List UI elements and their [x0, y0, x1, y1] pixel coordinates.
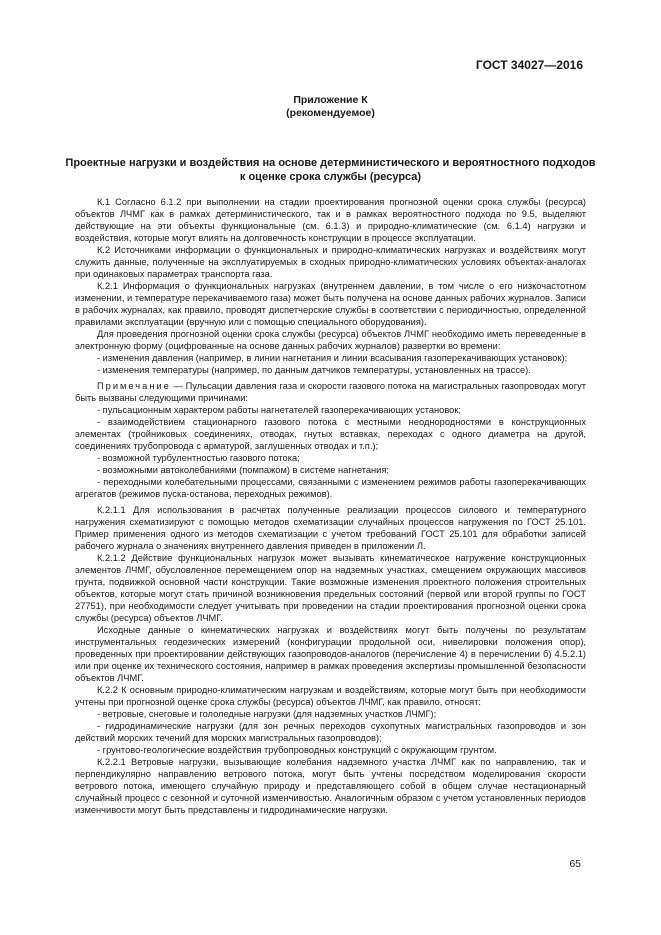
paragraph-k22: К.2.2 К основным природно-климатическим нагрузкам и воздействиям, которые могут быть при необходимости учтены при прогнозной оценке срока службы (ресурса) объектов ЛЧМГ, как правило, относят:: [75, 685, 586, 707]
note-item: - переходными колебательными процессами, связанными с изменением режимов работы газоперекачивающих агрегатов (режимов пуска-останова, переходных режимов).: [75, 477, 586, 499]
annex-heading: [0, 94, 661, 120]
document-body: [75, 196, 586, 816]
paragraph-k2: К.2 Источниками информации о функциональных и природно-климатических нагрузках и воздействиях могут служить данные, полученные на эксплуатируемых в сходных природно-климатических условиях объектах-аналогах при одинаковых параметрах транспорта газа.: [75, 245, 586, 279]
paragraph-prognosis: Для проведения прогнозной оценки срока службы (ресурса) объектов ЛЧМГ необходимо иметь переведенные в электронную форму (оцифрованные на основе данных рабочих журналов) развертки во времени:: [75, 329, 586, 351]
note-item: - взаимодействием стационарного газового потока с местными неоднородностями в конструкционных элементах (тройниковых соединениях, отводах, гнутых вставках, переходах с одного диаметра на другой, соединениях трубопровода с арматурой, заглушенных отводах и т.п.);: [75, 417, 586, 451]
section-title-line1: Проектные нагрузки и воздействия на основе детерминистического и вероятностного подходов: [65, 157, 596, 169]
list-item-temperature: - изменения температуры (например, по данным датчиков температуры, установленных на трассе).: [97, 365, 531, 375]
paragraph-k1: К.1 Согласно 6.1.2 при выполнении на стадии проектирования прогнозной оценки срока службы (ресурса) объектов ЛЧМГ как в рамках детерминистического, так и в рамках вероятностного подхода по 9.5, выделяют действующие на эти объекты функциональные (см. 6.1.3) и природно-климатические (см. 6.1.4) нагрузки и воздействия, которые могут влиять на долговечность конструкции в процессе эксплуатации.: [75, 197, 586, 243]
section-title: [40, 157, 621, 184]
paragraph-k212: К.2.1.2 Действие функциональных нагрузок может вызывать кинематическое нагружение конструкционных элементов ЛЧМГ, обусловленное перемещением опор на надземных участках, смещением окружающих массивов грунта, подвижкой основной части конструкции. Такие возможные изменения проектного положения строительных объектов, которые могут стать причиной возникновения предельных состояний (первой или второй группы по ГОСТ 27751), при необходимости следует учитывать при проведении на стадии проектирования прогнозной оценки срока службы (ресурса) объектов ЛЧМГ.: [75, 553, 586, 623]
note-label: Примечание: [97, 381, 171, 391]
page-number: 65: [569, 858, 581, 870]
paragraph-kinematic-data: Исходные данные о кинематических нагрузках и воздействиях могут быть получены по результатам инструментальных геодезических измерений (конфигурации продольной оси, нивелировки положения опор), проведенных при проектировании действующих газопроводов-аналогов (перечисление 4) в перечислении б) 4.5.2.1) или при оценке их технического состояния, например в рамках проведения экспертизы промышленной безопасности объектов ЛЧМГ.: [75, 625, 586, 683]
paragraph-k21: К.2.1 Информация о функциональных нагрузках (внутреннем давлении, в том числе о его низкочастотном изменении, и температуре перекачиваемого газа) может быть получена на основе данных рабочих журналов. Записи в рабочих журналах, как правило, проводят диспетчерские службы в соответствии с периодичностью, определенной правилами эксплуатации (вручную или с помощью специального оборудования).: [75, 281, 586, 327]
section-title-line2: к оценке срока службы (ресурса): [239, 170, 422, 183]
paragraph-k211: К.2.1.1 Для использования в расчетах полученные реализации процессов силового и температурного нагружения схематизируют с помощью методов схематизации случайных процессов нагружения по ГОСТ 25.101. Пример применения одного из методов схематизации с учетом требований ГОСТ 25.101 для обработки записей рабочего журнала о значениях внутреннего давления приведен в приложении Л.: [75, 505, 586, 551]
note-text: — Пульсации давления газа и скорости газового потока на магистральных газопроводах могут быть вызваны следующими причинами:: [75, 381, 586, 403]
note-paragraph: [75, 380, 586, 404]
annex-title: Приложение К: [293, 94, 368, 106]
list-item-wind-snow: - ветровые, снеговые и гололедные нагрузки (для надземных участков ЛЧМГ);: [97, 709, 437, 719]
note-item: - возможными автоколебаниями (помпажом) в системе нагнетания;: [97, 465, 389, 475]
note-item: - пульсационным характером работы нагнетателей газоперекачивающих установок;: [97, 405, 462, 415]
document-number: ГОСТ 34027—2016: [475, 58, 583, 72]
list-item-hydrodynamic: - гидродинамические нагрузки (для зон речных переходов сухопутных магистральных газопроводов и зон действий морских течений для морских магистральных газопроводов);: [75, 721, 586, 743]
paragraph-k221: К.2.2.1 Ветровые нагрузки, вызывающие колебания надземного участка ЛЧМГ как по направлению, так и перпендикулярно направлению ветрового потока, могут быть учтены посредством моделирования скорости ветрового потока, имеющего случайную природу и представляющего собой в общем случае нестационарный случайный процесс с сезонной и суточной изменчивостью. Аналогичным образом с учетом установленных периодов изменчивости могут быть представлены и гидродинамические нагрузки.: [75, 757, 586, 815]
annex-subtitle: (рекомендуемое): [286, 107, 375, 119]
note-item: - возможной турбулентностью газового потока;: [97, 453, 300, 463]
list-item-pressure: - изменения давления (например, в линии нагнетания и линии всасывания газоперекачивающих установок);: [97, 353, 568, 363]
list-item-geological: - грунтово-геологические воздействия трубопроводных конструкций с окружающим грунтом.: [97, 745, 497, 755]
